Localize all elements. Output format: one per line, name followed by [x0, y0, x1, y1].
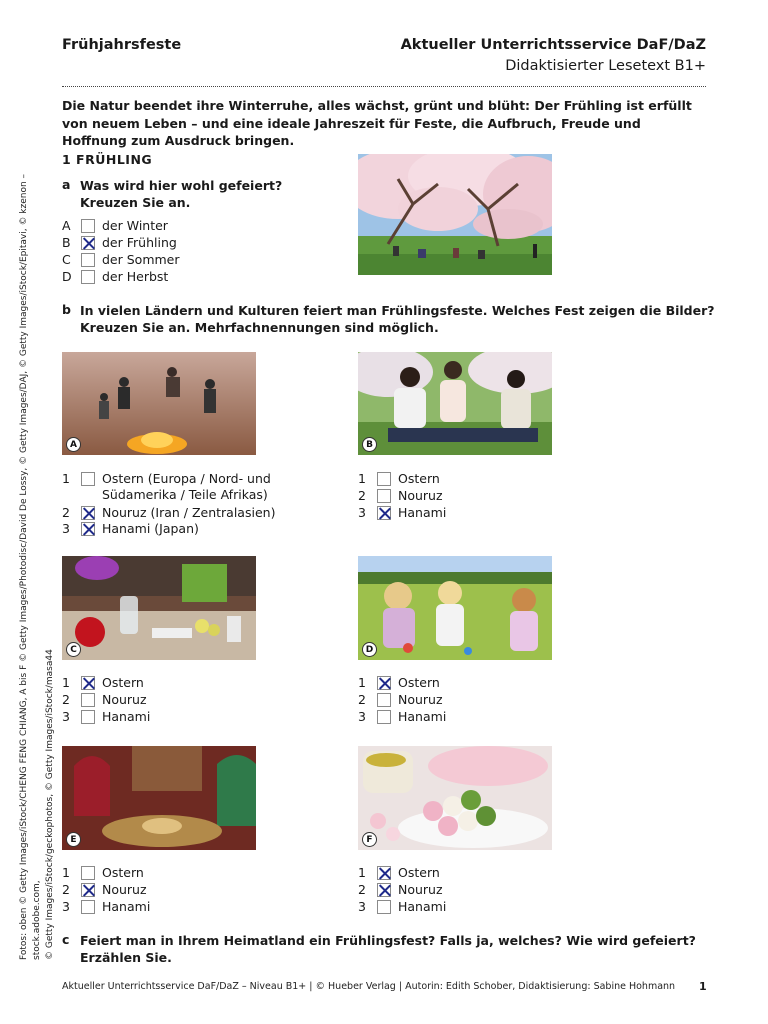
festival-option	[62, 520, 199, 537]
festival-option	[358, 708, 446, 725]
option-key: C	[62, 252, 71, 267]
option-label: Hanami	[398, 899, 447, 914]
option-label: Hanami	[102, 709, 151, 724]
photo-a-bonfire	[62, 352, 256, 455]
festival-option	[358, 898, 446, 915]
photo-label: D	[362, 642, 377, 657]
option-label: Ostern	[102, 865, 144, 880]
question-b-line2: Kreuzen Sie an. Mehrfachnennungen sind möglich.	[80, 320, 439, 335]
checkbox-checked[interactable]	[81, 676, 95, 690]
option-label: Nouruz	[102, 692, 147, 707]
festival-option	[62, 470, 271, 487]
option-number: 3	[358, 899, 366, 914]
festival-option	[358, 881, 443, 898]
festival-option	[62, 898, 150, 915]
option-label: Nouruz	[398, 882, 443, 897]
festival-option	[62, 504, 275, 521]
question-c-line1: Feiert man in Ihrem Heimatland ein Frühlingsfest? Falls ja, welches? Wie wird gefeiert?	[80, 933, 696, 948]
option-number: 2	[358, 692, 366, 707]
photo-f-dango-tea	[358, 746, 552, 850]
season-option	[62, 217, 168, 234]
checkbox[interactable]	[81, 900, 95, 914]
option-label-continued: Südamerika / Teile Afrikas)	[102, 487, 268, 502]
option-number: 1	[62, 675, 70, 690]
checkbox[interactable]	[81, 270, 95, 284]
checkbox[interactable]	[81, 253, 95, 267]
question-b-line1: In vielen Ländern und Kulturen feiert man Frühlingsfeste. Welches Fest zeigen die Bilder?	[80, 303, 715, 318]
photo-label: B	[362, 437, 377, 452]
option-number: 2	[62, 505, 70, 520]
option-label: Hanami	[398, 505, 447, 520]
option-key: B	[62, 235, 71, 250]
worksheet-topic: Frühjahrsfeste	[62, 37, 182, 53]
question-a-line1: Was wird hier wohl gefeiert?	[80, 178, 283, 193]
checkbox[interactable]	[81, 710, 95, 724]
footer-text: Aktueller Unterrichtsservice DaF/DaZ – Niveau B1+ | © Hueber Verlag | Autorin: Edith Schober, Didaktisierung: Sabine Hohmann	[62, 981, 676, 992]
option-number: 3	[358, 709, 366, 724]
question-c-line2: Erzählen Sie.	[80, 950, 172, 965]
option-key: D	[62, 269, 72, 284]
question-b-letter: b	[62, 302, 71, 317]
option-number: 2	[358, 882, 366, 897]
checkbox[interactable]	[81, 693, 95, 707]
option-number: 3	[62, 899, 70, 914]
festival-option	[358, 504, 446, 521]
festival-option	[62, 708, 150, 725]
option-label: Ostern (Europa / Nord- und	[102, 471, 271, 486]
festival-option	[62, 864, 144, 881]
festival-option	[358, 691, 443, 708]
photo-c-table	[62, 556, 256, 660]
photo-e-women-feast	[62, 746, 256, 850]
festival-option	[62, 881, 147, 898]
option-number: 3	[62, 521, 70, 536]
checkbox-checked[interactable]	[377, 506, 391, 520]
season-option	[62, 234, 177, 251]
checkbox-checked[interactable]	[81, 506, 95, 520]
option-number: 2	[62, 692, 70, 707]
option-label: Nouruz	[398, 692, 443, 707]
option-label: Ostern	[398, 471, 440, 486]
section-title: 1 FRÜHLING	[62, 152, 153, 167]
photo-label: C	[66, 642, 81, 657]
header-divider	[62, 86, 706, 87]
question-c-letter: c	[62, 932, 70, 947]
option-label: der Sommer	[102, 252, 180, 267]
photo-d-children	[358, 556, 552, 660]
season-option	[62, 268, 168, 285]
option-label: Nouruz	[398, 488, 443, 503]
option-number: 3	[358, 505, 366, 520]
festival-option	[62, 674, 144, 691]
photo-b-picnic	[358, 352, 552, 455]
checkbox-checked[interactable]	[377, 883, 391, 897]
photo-label: E	[66, 832, 81, 847]
photo-credits	[18, 100, 57, 960]
option-key: A	[62, 218, 71, 233]
checkbox-checked[interactable]	[81, 522, 95, 536]
option-label: Ostern	[102, 675, 144, 690]
option-number: 1	[358, 471, 366, 486]
photo-credits-line2: © Getty Images/iStock/geckophotos, © Getty Images/iStock/masa44	[45, 649, 55, 960]
series-title: Aktueller Unterrichtsservice DaF/DaZ	[400, 37, 706, 53]
photo-credits-line1: Fotos: oben © Getty Images/iStock/CHENG FENG CHIANG, A bis F © Getty Images/Photodisc/David De Lossy, © Getty Images/DAJ, © Getty Images/iStock/Epitavi, © kzenon – stock.adobe.com,	[19, 173, 42, 960]
option-label: Nouruz (Iran / Zentralasien)	[102, 505, 276, 520]
checkbox[interactable]	[377, 900, 391, 914]
checkbox[interactable]	[377, 489, 391, 503]
option-label: Hanami	[398, 709, 447, 724]
question-a-line2: Kreuzen Sie an.	[80, 195, 191, 210]
option-number: 1	[62, 865, 70, 880]
option-label: Nouruz	[102, 882, 147, 897]
checkbox-checked[interactable]	[377, 866, 391, 880]
option-number: 1	[358, 865, 366, 880]
series-subtitle: Didaktisierter Lesetext B1+	[505, 58, 706, 74]
checkbox[interactable]	[81, 219, 95, 233]
option-number: 3	[62, 709, 70, 724]
checkbox[interactable]	[377, 710, 391, 724]
festival-option	[358, 470, 440, 487]
checkbox[interactable]	[81, 472, 95, 486]
option-number: 2	[62, 882, 70, 897]
option-number: 2	[358, 488, 366, 503]
page-number: 1	[699, 980, 707, 993]
season-option	[62, 251, 180, 268]
option-label: Ostern	[398, 865, 440, 880]
option-number: 1	[358, 675, 366, 690]
cherry-blossom-photo	[358, 154, 552, 275]
photo-label: A	[66, 437, 81, 452]
checkbox-checked[interactable]	[377, 676, 391, 690]
checkbox-checked[interactable]	[81, 883, 95, 897]
checkbox[interactable]	[377, 472, 391, 486]
photo-label: F	[362, 832, 377, 847]
checkbox[interactable]	[377, 693, 391, 707]
option-label: Hanami	[102, 899, 151, 914]
checkbox-checked[interactable]	[81, 236, 95, 250]
option-label: der Frühling	[102, 235, 177, 250]
question-a-letter: a	[62, 177, 71, 192]
checkbox[interactable]	[81, 866, 95, 880]
festival-option	[358, 674, 440, 691]
intro-paragraph: Die Natur beendet ihre Winterruhe, alles wächst, grünt und blüht: Der Frühling ist erfüllt von neuem Leben – und eine ideale Jahreszeit für Feste, die Aufbruch, Freude und Hoffnung zum Ausdruck bringen.	[62, 98, 692, 148]
option-label: Hanami (Japan)	[102, 521, 199, 536]
option-number: 1	[62, 471, 70, 486]
option-label: der Herbst	[102, 269, 169, 284]
festival-option	[358, 864, 440, 881]
festival-option	[358, 487, 443, 504]
option-label: Ostern	[398, 675, 440, 690]
festival-option	[62, 691, 147, 708]
option-label: der Winter	[102, 218, 168, 233]
